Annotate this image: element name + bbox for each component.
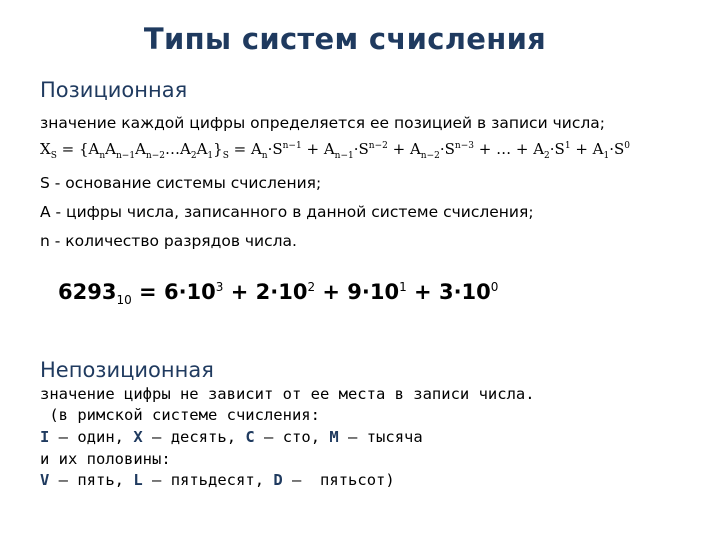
roman-numerals-row-2: V – пять, L – пятьдесят, D – пятьсот) bbox=[40, 471, 395, 489]
positional-heading: Позиционная bbox=[40, 78, 188, 102]
non-positional-heading: Непозиционная bbox=[40, 358, 214, 382]
roman-meaning: пятьдесят bbox=[170, 471, 255, 489]
example-expansion: $6293_{10} = 6\cdot 10^3 + 2\cdot 10^2 + 9\cdot 10^1 + 3\cdot 10^0$ bbox=[58, 280, 499, 308]
legend-n: n - количество разрядов числа. bbox=[40, 232, 297, 250]
roman-meaning: пять bbox=[77, 471, 115, 489]
roman-intro: (в римской системе счисления: bbox=[40, 406, 320, 424]
halves-intro: и их половины: bbox=[40, 450, 171, 468]
slide-title: Типы систем счисления bbox=[143, 22, 547, 56]
positional-formula: $X_S$ = $\{A_nA_{n-1}A_{n-2}\dots A_2A_1\}_S = A_n\cdot S^{n-1} + A_{n-1}\cdot S^{n-2} + A_{n-2}\cdot S^{n-3}$ + … + $A_2\cdot S^1 + A_1\cdot S^0$ bbox=[40, 140, 631, 161]
roman-symbol: D bbox=[273, 471, 283, 489]
roman-meaning: тысяча bbox=[366, 428, 423, 446]
roman-meaning: сто bbox=[282, 428, 311, 446]
legend-s: S - основание системы счисления; bbox=[40, 174, 322, 192]
roman-meaning: пятьсот) bbox=[310, 471, 395, 489]
positional-definition: значение каждой цифры определяется ее позицией в записи числа; bbox=[40, 114, 605, 132]
roman-symbol: V bbox=[40, 471, 50, 489]
non-positional-definition: значение цифры не зависит от ее места в записи числа. bbox=[40, 385, 535, 403]
roman-symbol: C bbox=[245, 428, 255, 446]
legend-a: A - цифры числа, записанного в данной системе счисления; bbox=[40, 203, 534, 221]
roman-meaning: один bbox=[77, 428, 115, 446]
roman-symbol: X bbox=[133, 428, 143, 446]
roman-symbol: M bbox=[329, 428, 339, 446]
roman-meaning: десять bbox=[170, 428, 227, 446]
roman-numerals-row-1: I – один, X – десять, C – сто, M – тысяча bbox=[40, 428, 423, 446]
roman-symbol: L bbox=[133, 471, 143, 489]
roman-symbol: I bbox=[40, 428, 50, 446]
